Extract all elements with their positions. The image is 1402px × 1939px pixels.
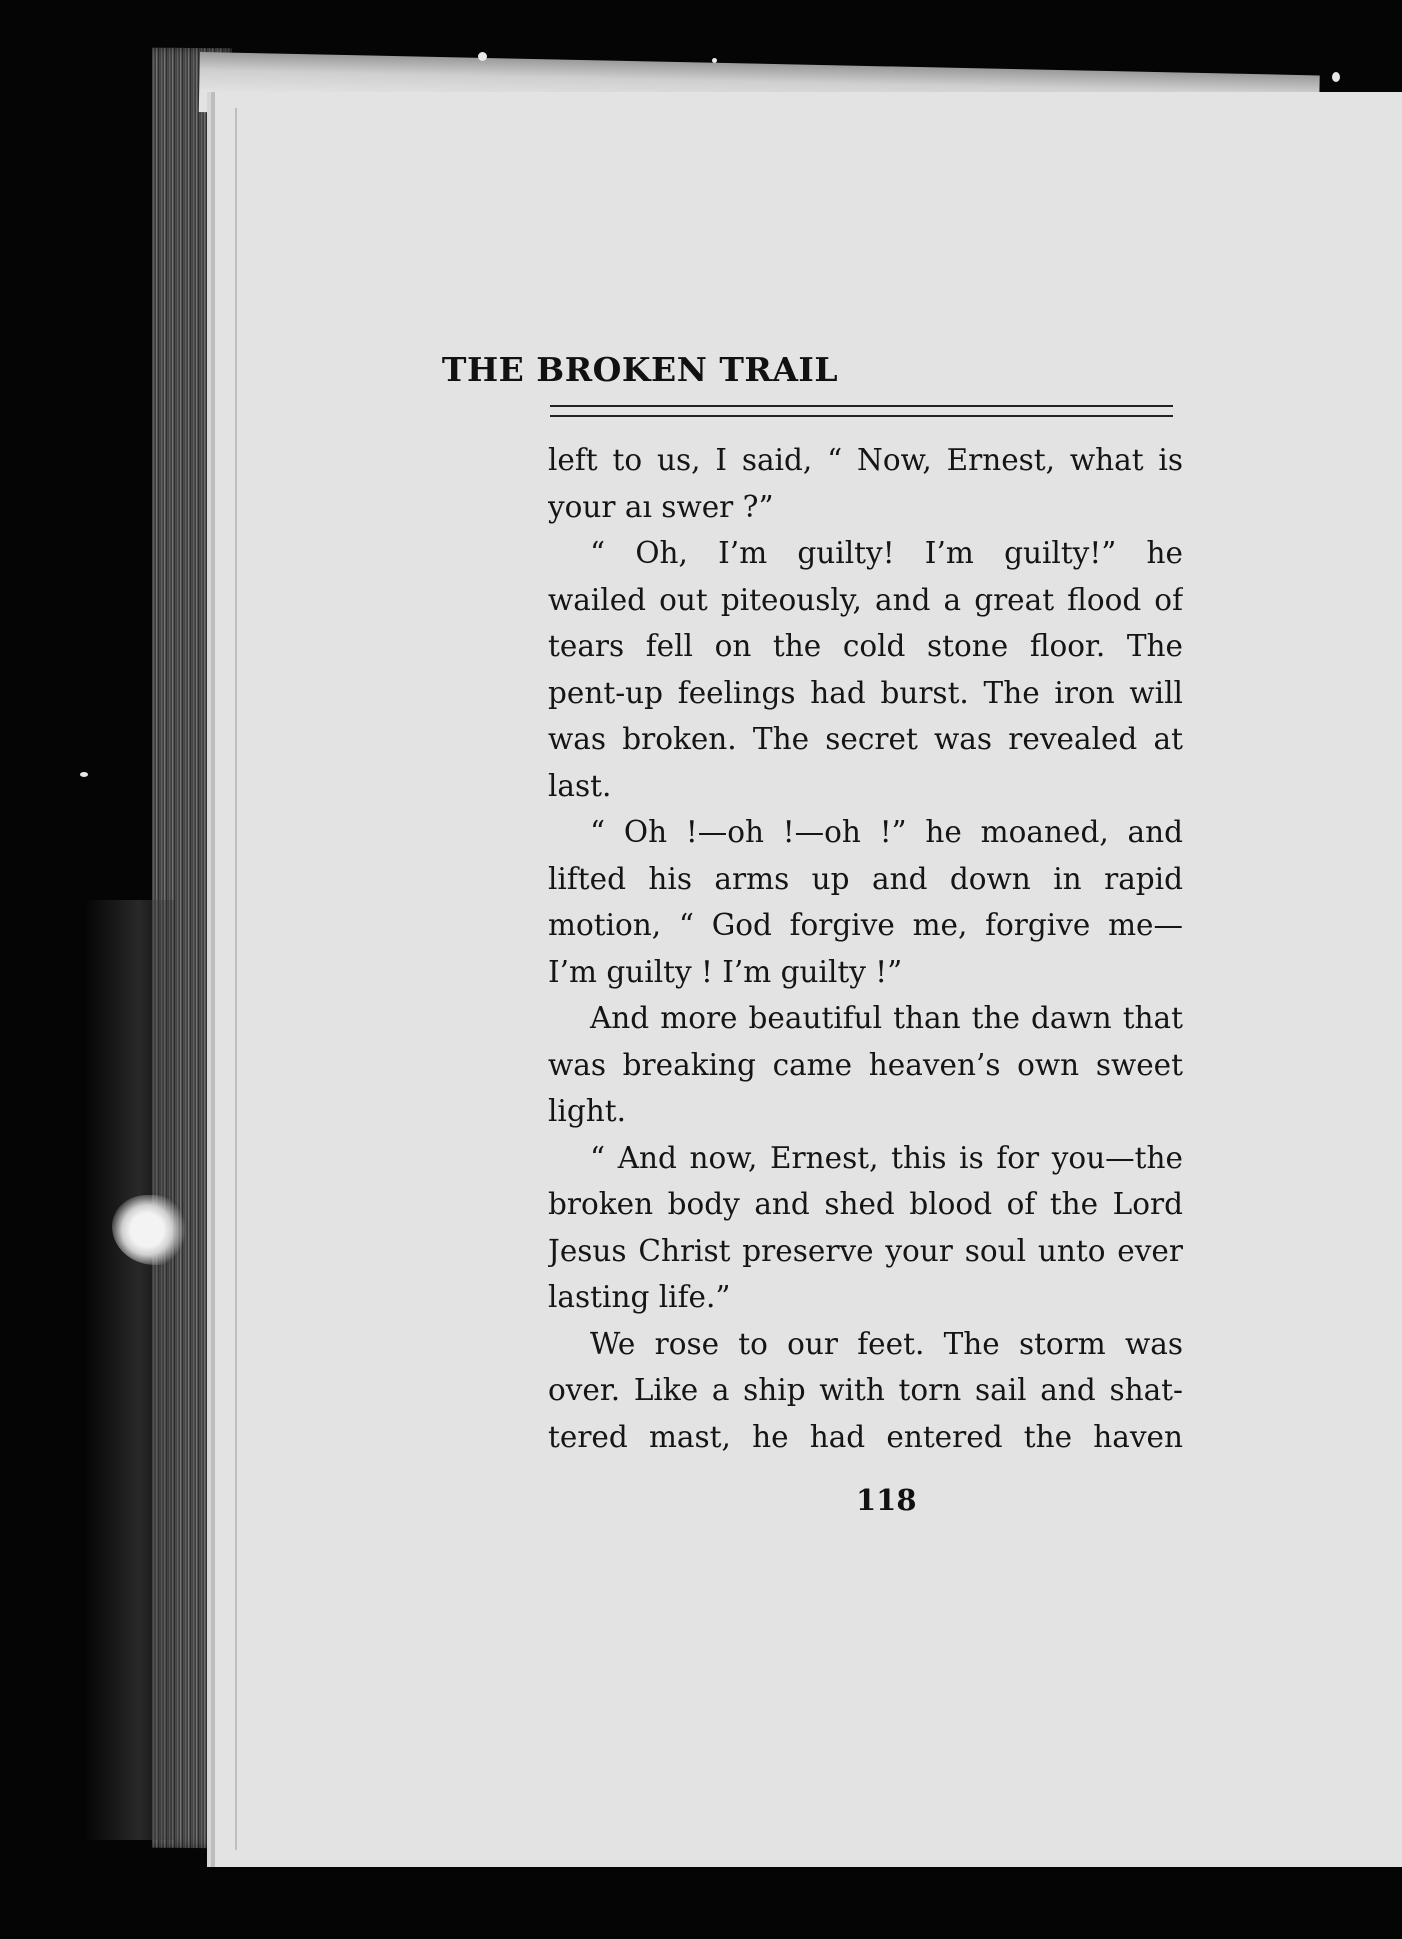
dust-speck [80,772,88,777]
text-line: was breaking came heaven’s own sweet [548,1047,1183,1082]
text-line: And more beautiful than the dawn that [590,1001,1183,1035]
dust-speck [1332,72,1340,82]
dust-speck [478,52,487,61]
running-head-text: THE BROKEN TRAIL [441,350,839,389]
body-text [548,437,1183,1460]
text-line: We rose to our feet. The storm was [590,1326,1183,1361]
page-number: 118 [856,1483,917,1517]
text-line: Jesus Christ preserve your soul unto ever [548,1233,1183,1268]
text-line: light. [548,1094,626,1128]
text-line: your aı swer ?” [548,489,774,524]
text-line: last. [548,768,612,803]
text-line: motion, “ God forgive me, forgive me— [548,908,1183,942]
text-line: broken body and shed blood of the Lord [548,1187,1183,1221]
text-line: pent-up feelings had burst. The iron will [548,675,1183,710]
dust-speck [712,58,717,63]
page-edges-shadow [85,900,175,1840]
text-line: over. Like a ship with torn sail and shat- [548,1373,1183,1407]
text-line: left to us, I said, “ Now, Ernest, what is [548,443,1183,477]
header-double-rule [550,405,1173,417]
text-line: tered mast, he had entered the haven [548,1419,1183,1454]
text-line: I’m guilty ! I’m guilty !” [548,954,903,989]
text-line: “ Oh, I’m guilty! I’m guilty!” he [590,536,1183,570]
text-line: was broken. The secret was revealed at [548,722,1183,756]
text-line: wailed out piteously, and a great flood of [548,582,1183,617]
text-line: “ And now, Ernest, this is for you—the [590,1140,1183,1175]
text-line: lasting life.” [548,1280,731,1314]
text-line: tears fell on the cold stone floor. The [548,629,1183,663]
text-line: “ Oh !—oh !—oh !” he moaned, and [590,815,1183,849]
text-line: lifted his arms up and down in rapid [548,861,1183,896]
